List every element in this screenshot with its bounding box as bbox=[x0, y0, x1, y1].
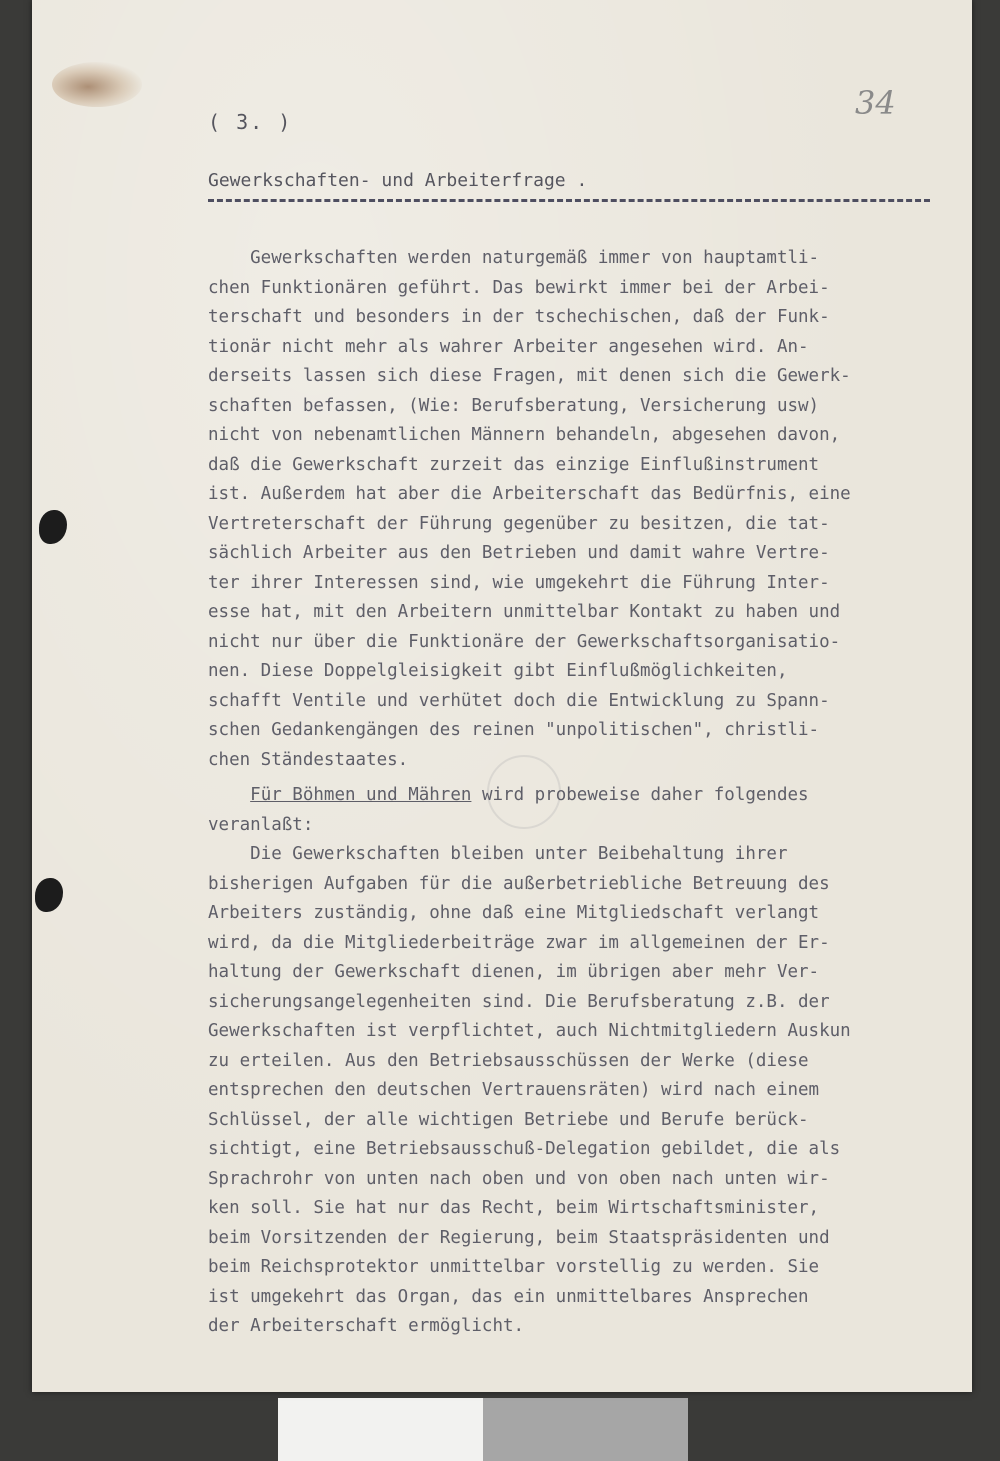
text-line: entsprechen den deutschen Vertrauensräten) wird nach einem bbox=[208, 1080, 820, 1100]
text-line: chen Funktionären geführt. Das bewirkt immer bei der Arbei- bbox=[208, 277, 830, 298]
text-line: beim Vorsitzenden der Regierung, beim Staatspräsidenten und bbox=[208, 1227, 830, 1248]
section-heading: Gewerkschaften- und Arbeiterfrage . bbox=[208, 170, 588, 191]
text-line: Arbeiters zuständig, ohne daß eine Mitgliedschaft verlangt bbox=[208, 903, 820, 923]
text-line: Vertreterschaft der Führung gegenüber zu besitzen, die tat- bbox=[208, 513, 830, 534]
text-line: Gewerkschaften ist verpflichtet, auch Nichtmitgliedern Auskun bbox=[208, 1021, 851, 1041]
text-line: chen Ständestaates. bbox=[208, 749, 409, 770]
underlined-phrase: Für Böhmen und Mähren bbox=[250, 785, 472, 805]
text-line: sicherungsangelegenheiten sind. Die Berufsberatung z.B. der bbox=[208, 991, 830, 1012]
text-fragment: wird probeweise daher folgendes bbox=[471, 785, 809, 805]
text-line: ter ihrer Interessen sind, wie umgekehrt die Führung Inter- bbox=[208, 572, 830, 593]
text-line: nicht nur über die Funktionäre der Gewerkschaftsorganisatio- bbox=[208, 631, 841, 652]
text-line: daß die Gewerkschaft zurzeit das einzige Einflußinstrument bbox=[208, 454, 820, 475]
heading-underline bbox=[208, 199, 930, 202]
text-line: terschaft und besonders in der tschechischen, daß der Funk- bbox=[208, 307, 830, 327]
text-line: Schlüssel, der alle wichtigen Betriebe und Berufe berück- bbox=[208, 1109, 809, 1130]
text-line: ist umgekehrt das Organ, das ein unmittelbares Ansprechen bbox=[208, 1286, 809, 1307]
handwritten-folio-number: 34 bbox=[855, 84, 896, 122]
text-line: Gewerkschaften werden naturgemäß immer von hauptamtli- bbox=[208, 248, 820, 268]
text-line: ist. Außerdem hat aber die Arbeiterschaft das Bedürfnis, eine bbox=[208, 484, 851, 504]
punch-hole-bottom bbox=[35, 878, 63, 912]
calibration-white-patch bbox=[278, 1398, 483, 1461]
punch-hole-top bbox=[39, 510, 67, 544]
text-line: Sprachrohr von unten nach oben und von oben nach unten wir- bbox=[208, 1168, 830, 1189]
text-line: der Arbeiterschaft ermöglicht. bbox=[208, 1316, 525, 1336]
text-line: esse hat, mit den Arbeitern unmittelbar Kontakt zu haben und bbox=[208, 602, 841, 622]
text-line: veranlaßt: bbox=[208, 814, 314, 835]
paragraph-1 bbox=[208, 244, 943, 775]
text-line: bisherigen Aufgaben für die außerbetriebliche Betreuung des bbox=[208, 873, 830, 894]
text-line: tionär nicht mehr als wahrer Arbeiter angesehen wird. An- bbox=[208, 336, 809, 357]
text-line: schen Gedankengängen des reinen "unpolitischen", christli- bbox=[208, 720, 820, 740]
text-line: schafft Ventile und verhütet doch die Entwicklung zu Spann- bbox=[208, 690, 830, 711]
rust-stain bbox=[52, 62, 142, 107]
paragraph-2 bbox=[208, 781, 943, 840]
text-line: schaften befassen, (Wie: Berufsberatung, Versicherung usw) bbox=[208, 395, 820, 416]
text-line: sichtigt, eine Betriebsausschuß-Delegation gebildet, die als bbox=[208, 1139, 841, 1159]
paragraph-3 bbox=[208, 840, 943, 1342]
text-line: wird, da die Mitgliederbeiträge zwar im allgemeinen der Er- bbox=[208, 932, 830, 953]
page-marker: ( 3. ) bbox=[208, 110, 293, 134]
text-line: zu erteilen. Aus den Betriebsausschüssen der Werke (diese bbox=[208, 1050, 809, 1071]
text-line: Die Gewerkschaften bleiben unter Beibehaltung ihrer bbox=[208, 844, 788, 864]
text-line: sächlich Arbeiter aus den Betrieben und damit wahre Vertre- bbox=[208, 543, 830, 563]
text-line: ken soll. Sie hat nur das Recht, beim Wirtschaftsminister, bbox=[208, 1198, 820, 1218]
text-line: nicht von nebenamtlichen Männern behandeln, abgesehen davon, bbox=[208, 425, 841, 445]
body-text bbox=[208, 244, 943, 1342]
text-line: haltung der Gewerkschaft dienen, im übrigen aber mehr Ver- bbox=[208, 962, 820, 982]
text-line bbox=[208, 781, 943, 811]
calibration-grey-patch bbox=[483, 1398, 688, 1461]
text-line: nen. Diese Doppelgleisigkeit gibt Einflußmöglichkeiten, bbox=[208, 661, 788, 681]
text-line: derseits lassen sich diese Fragen, mit denen sich die Gewerk- bbox=[208, 366, 851, 386]
text-line: beim Reichsprotektor unmittelbar vorstellig zu werden. Sie bbox=[208, 1257, 820, 1277]
